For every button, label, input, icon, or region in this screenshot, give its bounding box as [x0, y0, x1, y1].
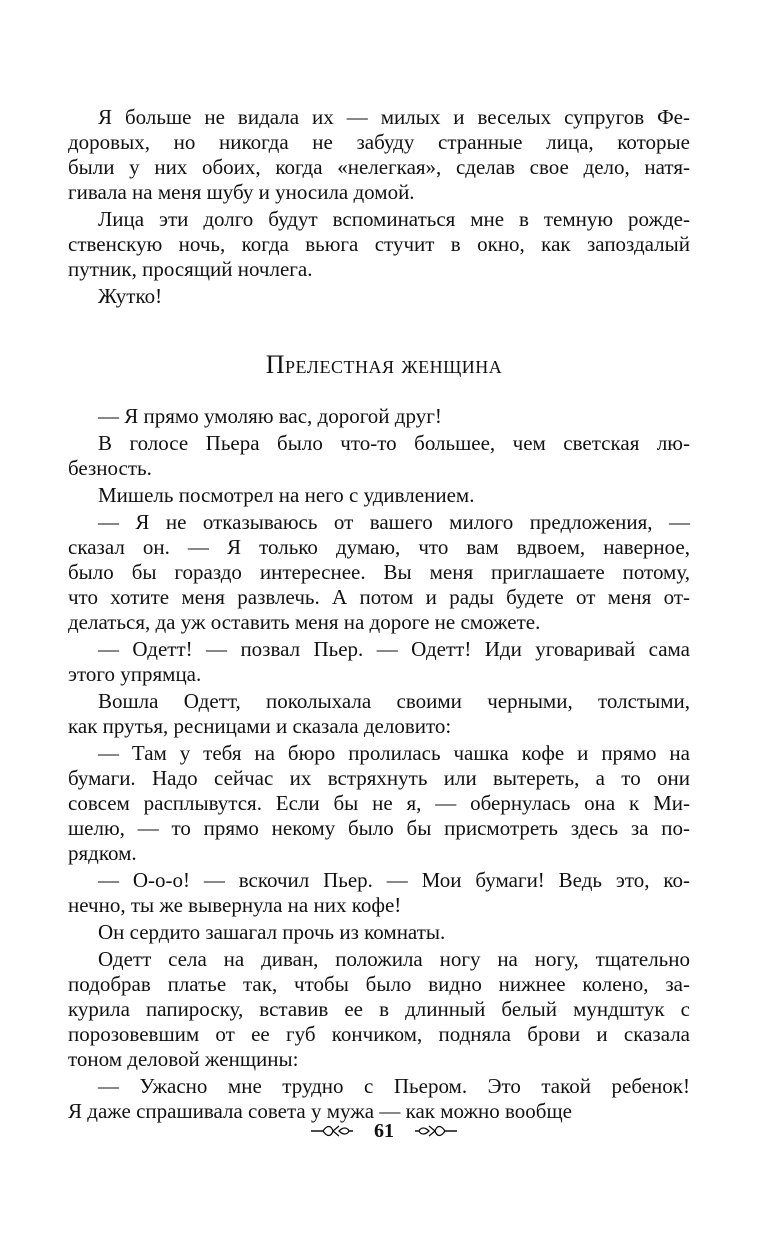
preceding-story-text — [68, 105, 690, 309]
text-line: Он сердито зашагал прочь из комнаты. — [98, 920, 446, 944]
chapter-title: Прелестная женщина — [265, 350, 503, 379]
paragraph — [68, 431, 690, 481]
text-line: совсем расплывутся. Если бы не я, — обернулась она к Ми- — [68, 791, 690, 815]
text-line: порозовевшим от ее губ кончиком, подняла брови и сказала — [68, 1022, 690, 1046]
paragraph — [68, 284, 690, 309]
text-line: ственскую ночь, когда вьюга стучит в окно, как запоздалый — [68, 232, 690, 256]
text-line: Я больше не видала их — милых и веселых супругов Фе- — [98, 105, 690, 129]
text-line: Одетт села на диван, положила ногу на ногу, тщательно — [98, 947, 690, 971]
paragraph — [68, 689, 690, 739]
paragraph — [68, 947, 690, 1072]
text-line: сказал он. — Я только думаю, что вам вдвоем, наверное, — [68, 535, 690, 559]
right-ornament-icon — [413, 1123, 459, 1139]
paragraph — [68, 207, 690, 282]
text-line: — О-о-о! — вскочил Пьер. — Мои бумаги! Ведь это, ко- — [98, 868, 690, 892]
text-line: — Я не отказываюсь от вашего милого предложения, — — [98, 510, 690, 534]
text-line: безность. — [68, 456, 152, 480]
text-line: доровых, но никогда не забуду странные лица, которые — [68, 130, 690, 154]
text-line: гивала на меня шубу и уносила домой. — [68, 180, 415, 204]
paragraph — [68, 741, 690, 866]
text-line: что хотите меня развлечь. А потом и рады будете от меня от- — [68, 585, 690, 609]
page-number: 61 — [374, 1120, 394, 1143]
text-line: — Одетт! — позвал Пьер. — Одетт! Иди уговаривай сама — [98, 637, 690, 661]
text-line: рядком. — [68, 841, 137, 865]
paragraph — [68, 920, 690, 945]
page-footer — [0, 1116, 768, 1145]
text-line: путник, просящий ночлега. — [68, 257, 313, 281]
text-line: шелю, — то прямо некому было бы присмотреть здесь за по- — [68, 816, 690, 840]
text-line: Мишель посмотрел на него с удивлением. — [98, 483, 475, 507]
text-line: курила папироску, вставив ее в длинный белый мундштук с — [68, 997, 690, 1021]
text-line: — Я прямо умоляю вас, дорогой друг! — [98, 404, 442, 428]
text-line: Жутко! — [98, 284, 163, 308]
paragraph — [68, 637, 690, 687]
text-line: было бы гораздо интереснее. Вы меня приглашаете потому, — [68, 560, 690, 584]
text-line: этого упрямца. — [68, 662, 202, 686]
paragraph — [68, 483, 690, 508]
paragraph — [68, 868, 690, 918]
text-line: Я даже спрашивала совета у мужа — как можно вообще — [68, 1099, 572, 1123]
paragraph — [68, 510, 690, 635]
text-line: тоном деловой женщины: — [68, 1047, 299, 1071]
text-line: — Там у тебя на бюро пролилась чашка кофе и прямо на — [98, 741, 690, 765]
text-line: бумаги. Надо сейчас их встряхнуть или вытереть, а то они — [68, 766, 690, 790]
text-line: Вошла Одетт, поколыхала своими черными, толстыми, — [98, 689, 690, 713]
chapter-body-text — [68, 404, 690, 1124]
text-line: — Ужасно мне трудно с Пьером. Это такой ребенок! — [98, 1074, 690, 1098]
paragraph — [68, 404, 690, 429]
text-line: делаться, да уж оставить меня на дороге не сможете. — [68, 610, 541, 634]
text-line: как прутья, ресницами и сказала деловито: — [68, 714, 452, 738]
left-ornament-icon — [309, 1123, 355, 1139]
text-line: В голосе Пьера было что-то большее, чем светская лю- — [98, 431, 690, 455]
text-line: нечно, ты же вывернула на них кофе! — [68, 893, 402, 917]
text-line: Лица эти долго будут вспоминаться мне в темную рожде- — [98, 207, 690, 231]
text-line: были у них обоих, когда «нелегкая», сделав свое дело, натя- — [68, 155, 690, 179]
text-line: подобрав платье так, чтобы было видно нижнее колено, за- — [68, 972, 690, 996]
paragraph — [68, 105, 690, 205]
